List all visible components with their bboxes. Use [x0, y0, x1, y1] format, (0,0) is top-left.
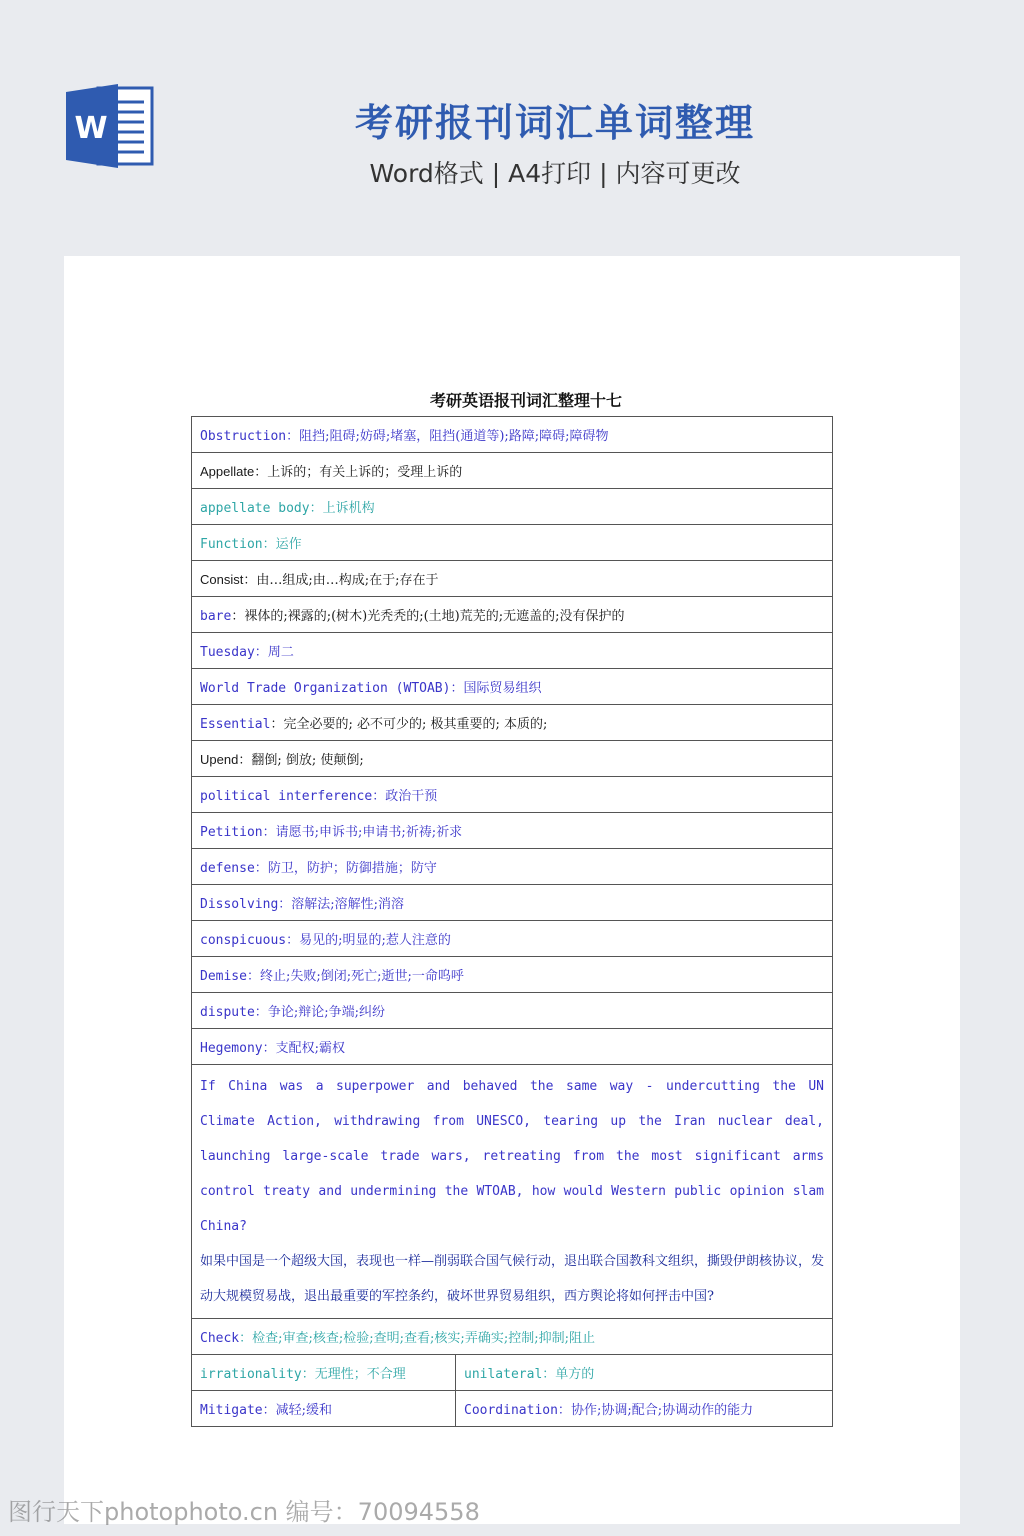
vocab-entry	[192, 705, 833, 741]
vocab-definition: 国际贸易组织	[463, 681, 542, 696]
example-chinese: 如果中国是一个超级大国，表现也一样—削弱联合国气候行动，退出联合国教科文组织，撕毁伊朗核协议，发动大规模贸易战，退出最重要的军控条约，破坏世界贸易组织，西方舆论将如何抨击中国?	[200, 1254, 825, 1304]
vocab-entry	[192, 633, 833, 669]
vocab-definition: 由…组成;由…构成;在于;存在于	[256, 573, 439, 588]
vocab-term: Obstruction	[200, 429, 287, 444]
vocab-definition: 完全必要的; 必不可少的; 极其重要的; 本质的;	[283, 717, 548, 732]
table-row	[192, 1319, 833, 1355]
table-row	[192, 1391, 833, 1427]
vocab-term: Check	[200, 1331, 240, 1346]
word-doc-icon	[64, 82, 156, 170]
vocab-entry	[192, 669, 833, 705]
table-row	[192, 525, 833, 561]
table-row	[192, 561, 833, 597]
vocab-definition: 协作;协调;配合;协调动作的能力	[570, 1403, 754, 1418]
vocab-definition: 阻挡;阻碍;妨碍;堵塞，阻挡(通道等);路障;障碍;障碍物	[299, 429, 609, 444]
table-row	[192, 957, 833, 993]
vocab-entry	[192, 993, 833, 1029]
vocab-separator: ：	[246, 969, 260, 984]
vocab-term: dispute	[200, 1005, 255, 1020]
table-row	[192, 669, 833, 705]
vocab-definition: 易见的;明显的;惹人注意的	[299, 933, 451, 948]
document-title: 考研英语报刊词汇整理十七	[429, 391, 622, 410]
page-title: 考研报刊词汇单词整理	[354, 101, 755, 145]
vocab-definition: 上诉机构	[322, 501, 375, 516]
vocab-definition: 翻倒; 倒放; 使颠倒;	[251, 753, 364, 768]
vocab-entry	[192, 453, 833, 489]
document-page	[64, 256, 960, 1524]
vocab-separator: ：	[270, 717, 284, 732]
vocab-entry	[192, 1319, 833, 1355]
vocab-term: bare	[200, 609, 232, 624]
vocab-term: Dissolving	[200, 897, 279, 912]
table-row	[192, 813, 833, 849]
vocab-definition: 支配权;霸权	[275, 1041, 346, 1056]
table-row	[192, 1355, 833, 1391]
vocab-separator: ：	[309, 501, 323, 516]
vocab-term: Upend	[200, 752, 239, 767]
vocab-separator: ：	[372, 789, 386, 804]
vocab-term: Mitigate	[200, 1403, 263, 1418]
table-row	[192, 597, 833, 633]
vocab-separator: ：	[254, 465, 268, 480]
vocabulary-table	[191, 416, 833, 1427]
vocab-term: Tuesday	[200, 645, 255, 660]
vocab-entry	[192, 741, 833, 777]
vocab-definition: 无理性；不合理	[314, 1367, 406, 1382]
vocab-term: World Trade Organization (WTOAB)	[200, 681, 451, 696]
vocab-definition: 上诉的；有关上诉的；受理上诉的	[267, 465, 463, 480]
table-row	[192, 705, 833, 741]
vocab-separator: ：	[286, 429, 300, 444]
vocab-separator: ：	[301, 1367, 315, 1382]
vocab-separator: ：	[278, 897, 292, 912]
vocab-entry	[192, 921, 833, 957]
vocab-term: political interference	[200, 789, 373, 804]
vocab-separator: ：	[254, 861, 268, 876]
vocab-definition: 溶解法;溶解性;消溶	[291, 897, 405, 912]
vocab-definition: 运作	[275, 537, 302, 552]
vocab-separator: ：	[450, 681, 464, 696]
vocab-separator: ：	[542, 1367, 556, 1382]
table-row	[192, 921, 833, 957]
vocab-separator: ：	[239, 1331, 253, 1346]
vocab-definition: 防卫，防护；防御措施；防守	[267, 861, 437, 876]
watermark: 图行天下photophoto.cn 编号：70094558	[8, 1498, 480, 1526]
table-row	[192, 777, 833, 813]
example-paragraph	[192, 1065, 833, 1319]
vocab-term: conspicuous	[200, 933, 287, 948]
vocab-definition: 减轻;缓和	[275, 1403, 333, 1418]
vocab-definition: 请愿书;申诉书;申请书;祈祷;祈求	[275, 825, 463, 840]
vocab-separator: ：	[254, 645, 268, 660]
table-row	[192, 741, 833, 777]
vocab-separator: ：	[262, 1041, 276, 1056]
page-subtitle: Word格式 | A4打印 | 内容可更改	[369, 159, 741, 188]
vocab-separator: ：	[254, 1005, 268, 1020]
table-row	[192, 1029, 833, 1065]
vocab-entry	[192, 525, 833, 561]
table-row	[192, 417, 833, 453]
vocab-entry	[192, 597, 833, 633]
svg-text:W: W	[74, 111, 108, 146]
vocab-entry	[192, 1355, 456, 1391]
vocab-term: Demise	[200, 969, 247, 984]
vocab-definition: 周二	[267, 645, 294, 660]
table-row	[192, 453, 833, 489]
vocab-term: Function	[200, 537, 263, 552]
vocab-separator: ：	[262, 825, 276, 840]
table-row	[192, 489, 833, 525]
vocab-separator: ：	[557, 1403, 571, 1418]
vocab-term: irrationality	[200, 1367, 302, 1382]
vocab-entry	[192, 417, 833, 453]
vocab-definition: 争论;辩论;争端;纠纷	[267, 1005, 385, 1020]
table-row	[192, 1065, 833, 1319]
vocab-entry	[192, 1029, 833, 1065]
vocab-term: Consist	[200, 572, 244, 587]
vocab-separator: ：	[286, 933, 300, 948]
vocab-entry	[192, 1391, 456, 1427]
vocab-entry	[192, 885, 833, 921]
table-row	[192, 849, 833, 885]
vocab-entry	[192, 561, 833, 597]
vocab-entry	[456, 1391, 833, 1427]
vocab-separator: ：	[243, 573, 257, 588]
vocab-entry	[192, 849, 833, 885]
vocab-entry	[192, 813, 833, 849]
vocab-entry	[192, 489, 833, 525]
vocab-entry	[456, 1355, 833, 1391]
vocab-separator: ：	[238, 753, 252, 768]
vocab-definition: 政治干预	[385, 789, 438, 804]
vocab-definition: 终止;失败;倒闭;死亡;逝世;一命呜呼	[259, 969, 464, 984]
vocab-definition: 单方的	[555, 1367, 595, 1382]
table-row	[192, 993, 833, 1029]
example-english: If China was a superpower and behaved the same way - undercutting the UN Climate Action, withdrawing from UNESCO, tearing up the Iran nuclear deal, launching large-scale trade wars, retreating from the most significant arms control treaty and undermining the WTOAB, how would Western public opinion slam China?	[200, 1079, 825, 1234]
vocab-entry	[192, 957, 833, 993]
vocab-separator: ：	[231, 609, 245, 624]
table-row	[192, 885, 833, 921]
table-row	[192, 633, 833, 669]
vocab-term: Coordination	[464, 1403, 558, 1418]
vocab-term: Hegemony	[200, 1041, 263, 1056]
vocab-term: unilateral	[464, 1367, 543, 1382]
vocab-definition: 裸体的;裸露的;(树木)光秃秃的;(土地)荒芜的;无遮盖的;没有保护的	[244, 609, 625, 624]
vocab-term: appellate body	[200, 501, 310, 516]
vocab-term: Appellate	[200, 464, 255, 479]
vocab-definition: 检查;审查;核查;检验;查明;查看;核实;弄确实;控制;抑制;阻止	[252, 1331, 595, 1346]
vocab-separator: ：	[262, 1403, 276, 1418]
vocab-separator: ：	[262, 537, 276, 552]
vocab-term: Essential	[200, 717, 271, 732]
vocab-entry	[192, 777, 833, 813]
vocab-term: defense	[200, 861, 255, 876]
vocab-term: Petition	[200, 825, 263, 840]
